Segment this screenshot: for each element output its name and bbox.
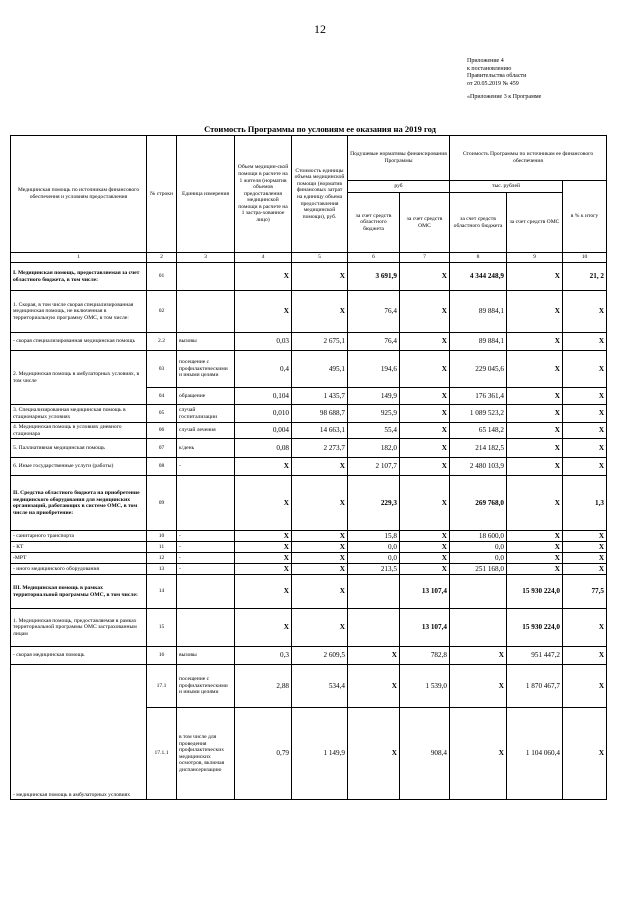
cell-pc-o: 13 107,4 — [400, 575, 450, 609]
cell-cost: 495,1 — [292, 351, 348, 388]
unit: случай госпитализации — [177, 405, 235, 423]
cell-pct: X — [563, 458, 607, 476]
cell-t-b: 4 344 248,9 — [450, 263, 507, 291]
header-rub: руб — [348, 181, 450, 193]
row-label: -МРТ — [11, 553, 147, 564]
header-row-number: № строки — [147, 136, 177, 253]
column-index: 7 — [400, 253, 450, 263]
cell-t-b: 18 600,0 — [450, 531, 507, 542]
table-row — [11, 333, 607, 351]
cell-pc-o: X — [400, 476, 450, 531]
cell-pc-o: X — [400, 388, 450, 405]
unit: в том числе для проведения профилактических медицинских осмотров, включая диспансеризацию — [177, 708, 235, 800]
cell-pc-b: 3 691,9 — [348, 263, 400, 291]
cell-pct: X — [563, 333, 607, 351]
row-number: 01 — [147, 263, 177, 291]
header-unit: Единица измерения — [177, 136, 235, 253]
column-index: 8 — [450, 253, 507, 263]
cell-pc-b: X — [348, 665, 400, 708]
cell-vol: 0,3 — [235, 647, 292, 665]
cell-pc-b: 0,0 — [348, 553, 400, 564]
column-index: 6 — [348, 253, 400, 263]
cell-pc-o: X — [400, 564, 450, 575]
row-number: 16 — [147, 647, 177, 665]
cell-cost: 98 688,7 — [292, 405, 348, 423]
cell-pc-o: X — [400, 542, 450, 553]
appendix-line: Приложение 4 — [467, 58, 504, 64]
table-row — [11, 476, 607, 531]
cell-pct: X — [563, 564, 607, 575]
cell-pc-b: 182,0 — [348, 439, 400, 458]
cell-t-b: 176 361,4 — [450, 388, 507, 405]
row-label: - медицинская помощь в амбулаторных условиях — [11, 665, 147, 800]
cell-pc-o: X — [400, 439, 450, 458]
row-number: 17.1.1 — [147, 708, 177, 800]
cell-pct: X — [563, 405, 607, 423]
row-label: 5. Паллиативная медицинская помощь — [11, 439, 147, 458]
cell-pct: 21, 2 — [563, 263, 607, 291]
table-row — [11, 575, 607, 609]
header-unit-cost: Стоимость единицы объема медицинской помощи (норматив финансовых затрат на единицу объема предоставления медицинской помощи), руб. — [292, 136, 348, 253]
row-label: I. Медицинская помощь, предоставляемая за счет областного бюджета, в том числе: — [11, 263, 147, 291]
row-number: 13 — [147, 564, 177, 575]
cell-t-o: 15 930 224,0 — [507, 575, 563, 609]
row-label: 4. Медицинская помощь в условиях дневного стационара — [11, 423, 147, 439]
column-index: 2 — [147, 253, 177, 263]
cell-vol: X — [235, 531, 292, 542]
cell-t-b: 0,0 — [450, 553, 507, 564]
cell-cost: X — [292, 291, 348, 333]
cell-pct: 1,3 — [563, 476, 607, 531]
cell-pct: X — [563, 291, 607, 333]
cell-pct: X — [563, 665, 607, 708]
cell-t-b: 89 884,1 — [450, 333, 507, 351]
table-row — [11, 564, 607, 575]
table-row — [11, 458, 607, 476]
cell-vol: 0,03 — [235, 333, 292, 351]
row-number: 2.2 — [147, 333, 177, 351]
cell-pc-b: 0,0 — [348, 542, 400, 553]
cell-pct: X — [563, 542, 607, 553]
cell-cost: 2 273,7 — [292, 439, 348, 458]
header-source: Медицинская помощь по источникам финансового обеспечения и условиям предоставления — [11, 136, 147, 253]
cell-pc-b — [348, 575, 400, 609]
cell-t-o: X — [507, 263, 563, 291]
unit: посещение с профилактическими и иными целями — [177, 665, 235, 708]
row-number: 06 — [147, 423, 177, 439]
cell-cost: 14 663,1 — [292, 423, 348, 439]
cell-vol: X — [235, 458, 292, 476]
cell-t-o: 1 104 060,4 — [507, 708, 563, 800]
cell-vol: 0,79 — [235, 708, 292, 800]
cell-pc-o: X — [400, 291, 450, 333]
document-title: Стоимость Программы по условиям ее оказания на 2019 год — [204, 124, 436, 134]
unit: - — [177, 531, 235, 542]
cell-t-o: X — [507, 291, 563, 333]
unit: вызовы — [177, 333, 235, 351]
cell-t-o: X — [507, 458, 563, 476]
table-row — [11, 291, 607, 333]
appendix-line: Правительства области — [467, 73, 527, 80]
header-regional-budget-total: за счет средств областного бюджета — [450, 193, 507, 253]
header-oms-total: за счет средств ОМС — [507, 193, 563, 253]
row-number: 14 — [147, 575, 177, 609]
row-label: - иного медицинского оборудования — [11, 564, 147, 575]
appendix-line: к постановлению — [467, 65, 512, 72]
cell-t-o: X — [507, 476, 563, 531]
unit: - — [177, 542, 235, 553]
unit: вызовы — [177, 647, 235, 665]
header-percent: в % к итогу — [563, 181, 607, 253]
cell-t-b: 269 768,0 — [450, 476, 507, 531]
cell-pc-o: 908,4 — [400, 708, 450, 800]
cell-t-b: 251 168,0 — [450, 564, 507, 575]
table-row — [11, 553, 607, 564]
row-number: 03 — [147, 351, 177, 388]
cell-pc-b: X — [348, 708, 400, 800]
cell-pc-o: X — [400, 423, 450, 439]
cell-t-b — [450, 575, 507, 609]
cell-vol: X — [235, 609, 292, 647]
cell-vol: X — [235, 542, 292, 553]
cell-pc-b: X — [348, 647, 400, 665]
cell-pct: X — [563, 647, 607, 665]
cell-t-o: X — [507, 553, 563, 564]
cell-t-o: X — [507, 405, 563, 423]
cell-cost: 2 675,1 — [292, 333, 348, 351]
cell-cost: X — [292, 458, 348, 476]
appendix-line: от 20.05.2019 № 459 — [467, 80, 519, 87]
unit: посещение с профилактическими и иными целями — [177, 351, 235, 388]
cell-t-b: 229 045,6 — [450, 351, 507, 388]
cell-cost: X — [292, 476, 348, 531]
row-number: 17.1 — [147, 665, 177, 708]
cell-t-o: 1 870 467,7 — [507, 665, 563, 708]
cell-pc-b: 15,8 — [348, 531, 400, 542]
cell-pc-b: 213,5 — [348, 564, 400, 575]
cell-vol: X — [235, 575, 292, 609]
table-row — [11, 263, 607, 291]
cell-t-b: X — [450, 647, 507, 665]
cell-t-o: X — [507, 423, 563, 439]
cell-t-o: X — [507, 333, 563, 351]
cell-cost: X — [292, 542, 348, 553]
row-number: 10 — [147, 531, 177, 542]
row-label: II. Средства областного бюджета на приобретение медицинского оборудования для медицинских организаций, работающих в системе ОМС, в том числе на приобретение: — [11, 476, 147, 531]
unit: случай лечения — [177, 423, 235, 439]
cell-pc-b: 149,9 — [348, 388, 400, 405]
row-number: 12 — [147, 553, 177, 564]
table-row — [11, 405, 607, 423]
header-oms: за счет средств ОМС — [400, 193, 450, 253]
cell-t-b: X — [450, 708, 507, 800]
row-label: - скорая специализированная медицинская помощь — [11, 333, 147, 351]
cell-pc-o: X — [400, 333, 450, 351]
table-row — [11, 647, 607, 665]
cell-pc-o: X — [400, 263, 450, 291]
cell-pc-b: 194,6 — [348, 351, 400, 388]
unit: - — [177, 553, 235, 564]
cell-cost: 1 435,7 — [292, 388, 348, 405]
table-row — [11, 423, 607, 439]
header-regional-budget: за счет средств областного бюджета — [348, 193, 400, 253]
row-label: 1. Медицинская помощь, предоставляемая в рамках территориальной программы ОМС застрахованным лицам — [11, 609, 147, 647]
column-index: 10 — [563, 253, 607, 263]
cell-pct: X — [563, 553, 607, 564]
row-number: 15 — [147, 609, 177, 647]
page-number: 12 — [314, 22, 326, 36]
column-index: 5 — [292, 253, 348, 263]
cell-cost: X — [292, 553, 348, 564]
row-label: 3. Специализированная медицинская помощь в стационарных условиях — [11, 405, 147, 423]
row-label: - КТ — [11, 542, 147, 553]
unit — [177, 476, 235, 531]
cell-pc-o: 1 539,0 — [400, 665, 450, 708]
table-row — [11, 351, 607, 388]
cell-vol: X — [235, 291, 292, 333]
cell-t-o: X — [507, 388, 563, 405]
cell-t-b — [450, 609, 507, 647]
table-row — [11, 531, 607, 542]
cell-pct: X — [563, 351, 607, 388]
table-row — [11, 609, 607, 647]
unit: обращение — [177, 388, 235, 405]
cell-vol: 0,010 — [235, 405, 292, 423]
unit: к/день — [177, 439, 235, 458]
table-row — [11, 542, 607, 553]
cell-t-b: 0,0 — [450, 542, 507, 553]
cell-pct: X — [563, 609, 607, 647]
row-number: 09 — [147, 476, 177, 531]
cell-pc-b: 55,4 — [348, 423, 400, 439]
cell-cost: 2 609,5 — [292, 647, 348, 665]
cell-pc-o: X — [400, 458, 450, 476]
cell-pc-b: 76,4 — [348, 333, 400, 351]
cell-cost: X — [292, 575, 348, 609]
cell-t-b: 214 182,5 — [450, 439, 507, 458]
column-index: 1 — [11, 253, 147, 263]
cell-t-b: 1 089 523,2 — [450, 405, 507, 423]
cell-pc-o: X — [400, 531, 450, 542]
unit — [177, 291, 235, 333]
cell-vol: 0,104 — [235, 388, 292, 405]
cell-vol: 0,08 — [235, 439, 292, 458]
cell-pc-b: 2 107,7 — [348, 458, 400, 476]
cell-pct: X — [563, 531, 607, 542]
cell-pct: X — [563, 388, 607, 405]
cell-pct: X — [563, 423, 607, 439]
cell-pct: X — [563, 708, 607, 800]
cell-t-b: 65 148,2 — [450, 423, 507, 439]
cell-vol: X — [235, 476, 292, 531]
cell-pc-o: 782,8 — [400, 647, 450, 665]
cell-cost: X — [292, 609, 348, 647]
cell-vol: X — [235, 564, 292, 575]
cell-t-o: 951 447,2 — [507, 647, 563, 665]
cell-t-o: X — [507, 439, 563, 458]
row-number: 07 — [147, 439, 177, 458]
cell-pct: 77,5 — [563, 575, 607, 609]
cell-t-o: X — [507, 542, 563, 553]
row-number: 04 — [147, 388, 177, 405]
cell-vol: X — [235, 553, 292, 564]
unit: - — [177, 458, 235, 476]
cell-pc-b — [348, 609, 400, 647]
cell-pc-b: 229,3 — [348, 476, 400, 531]
column-index: 9 — [507, 253, 563, 263]
program-cost-table — [10, 135, 607, 800]
row-number: 11 — [147, 542, 177, 553]
cell-pc-o: X — [400, 405, 450, 423]
column-index: 3 — [177, 253, 235, 263]
cell-t-o: X — [507, 564, 563, 575]
cell-pc-b: 925,9 — [348, 405, 400, 423]
column-index: 4 — [235, 253, 292, 263]
header-per-capita: Подушевые нормативы финансирования Программы — [348, 136, 450, 181]
row-number: 02 — [147, 291, 177, 333]
appendix-note — [467, 58, 541, 102]
row-number: 08 — [147, 458, 177, 476]
cell-t-b: 2 480 103,9 — [450, 458, 507, 476]
cell-pc-o: 13 107,4 — [400, 609, 450, 647]
unit: - — [177, 564, 235, 575]
row-label: - скорая медицинская помощь — [11, 647, 147, 665]
cell-cost: X — [292, 263, 348, 291]
cell-t-b: 89 884,1 — [450, 291, 507, 333]
row-label: 1. Скорая, в том числе скорая специализированная медицинская помощь, не включенная в территориальную программу ОМС, в том числе: — [11, 291, 147, 333]
cell-vol: 0,004 — [235, 423, 292, 439]
cell-cost: X — [292, 531, 348, 542]
cell-pc-o: X — [400, 351, 450, 388]
header-thousand-rub: тыс. рублей — [450, 181, 563, 193]
cell-cost: X — [292, 564, 348, 575]
cell-vol: X — [235, 263, 292, 291]
cell-pc-b: 76,4 — [348, 291, 400, 333]
row-number: 05 — [147, 405, 177, 423]
cell-t-o: X — [507, 351, 563, 388]
cell-vol: 2,88 — [235, 665, 292, 708]
cell-cost: 534,4 — [292, 665, 348, 708]
row-label: - санитарного транспорта — [11, 531, 147, 542]
cell-vol: 0,4 — [235, 351, 292, 388]
table-row — [11, 439, 607, 458]
cell-pc-o: X — [400, 553, 450, 564]
appendix-reference: «Приложение 3 к Программе — [467, 94, 542, 101]
unit — [177, 263, 235, 291]
cell-t-b: X — [450, 665, 507, 708]
cell-cost: 1 149,9 — [292, 708, 348, 800]
header-total: Стоимость Программы по источникам ее финансового обеспечения — [450, 136, 607, 181]
header-volume: Объем медицин-ской помощи в расчете на 1 жителя (норматив объемов предоставления медицинской помощи в расчете на 1 застра-хованное лицо) — [235, 136, 292, 253]
cell-t-o: 15 930 224,0 — [507, 609, 563, 647]
row-label: 6. Иные государственные услуги (работы) — [11, 458, 147, 476]
unit — [177, 575, 235, 609]
row-label: III. Медицинская помощь в рамках территориальной программы ОМС, в том числе: — [11, 575, 147, 609]
table-row — [11, 665, 607, 708]
row-label: 2. Медицинская помощь в амбулаторных условиях, в том числе — [11, 351, 147, 405]
unit — [177, 609, 235, 647]
cell-pct: X — [563, 439, 607, 458]
cell-t-o: X — [507, 531, 563, 542]
